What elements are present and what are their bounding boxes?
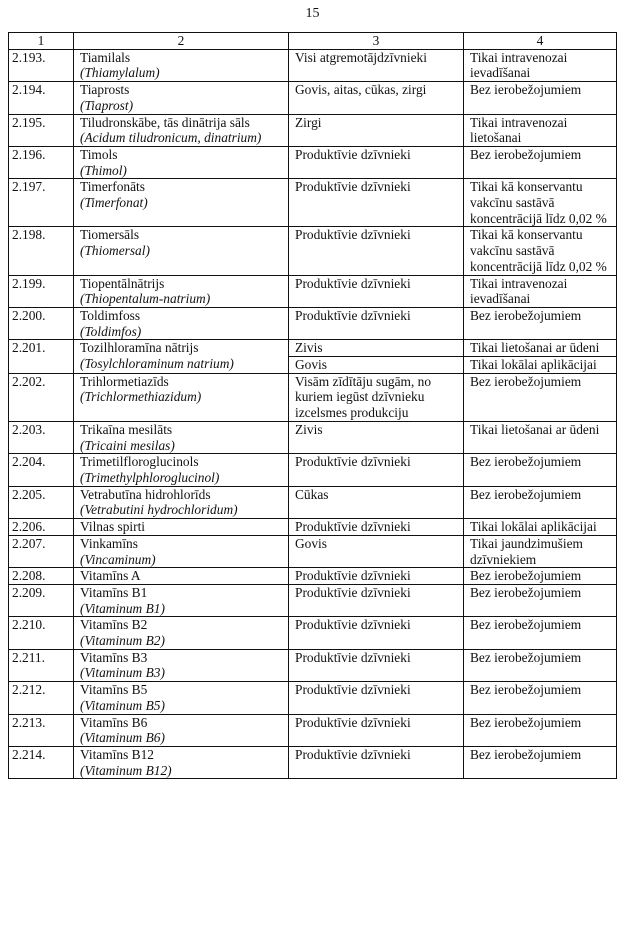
species-cell: Produktīvie dzīvnieki: [289, 179, 464, 227]
column-header: 2: [74, 33, 289, 50]
substance-cell: [74, 649, 289, 681]
substance-name: Vitamīns B3: [80, 649, 148, 665]
substance-latin-name: (Thiomersal): [80, 243, 150, 259]
substance-latin-name: (Vitaminum B3): [80, 665, 165, 681]
substance-cell: [74, 373, 289, 421]
item-number: 2.214.: [9, 746, 74, 778]
substance-cell: [74, 486, 289, 518]
item-number: 2.199.: [9, 275, 74, 307]
substance-name: Trikaīna mesilāts: [80, 421, 173, 437]
table-row: [9, 584, 617, 616]
item-number: 2.196.: [9, 146, 74, 178]
species-cell: Produktīvie dzīvnieki: [289, 682, 464, 714]
substance-cell: [74, 682, 289, 714]
substance-name: Trihlormetiazīds: [80, 373, 169, 389]
substance-cell: [74, 584, 289, 616]
restriction-cell: Bez ierobežojumiem: [464, 584, 617, 616]
table-row: [9, 454, 617, 486]
substance-cell: [74, 535, 289, 567]
substance-latin-name: (Thiopentalum-natrium): [80, 291, 211, 307]
substance-latin-name: (Tricaini mesilas): [80, 437, 175, 453]
item-number: 2.209.: [9, 584, 74, 616]
table-row: [9, 746, 617, 778]
item-number: 2.204.: [9, 454, 74, 486]
table-row: [9, 49, 617, 81]
substance-name: Vinkamīns: [80, 535, 138, 551]
item-number: 2.202.: [9, 373, 74, 421]
restriction-cell: Tikai intravenozai lietošanai: [464, 114, 617, 146]
table-row: [9, 82, 617, 114]
species-cell: Govis: [289, 535, 464, 567]
restriction-cell: Tikai lietošanai ar ūdeni: [464, 340, 617, 357]
restriction-cell: Tikai kā konservantu vakcīnu sastāvā koncentrācijā līdz 0,02 %: [464, 227, 617, 275]
substance-latin-name: (Tosylchloraminum natrium): [80, 356, 234, 372]
species-cell: Produktīvie dzīvnieki: [289, 714, 464, 746]
table-body: [9, 49, 617, 779]
item-number: 2.193.: [9, 49, 74, 81]
restriction-cell: Tikai lokālai aplikācijai: [464, 357, 617, 374]
species-cell: Produktīvie dzīvnieki: [289, 227, 464, 275]
restriction-cell: Bez ierobežojumiem: [464, 454, 617, 486]
species-cell: Produktīvie dzīvnieki: [289, 275, 464, 307]
item-number: 2.206.: [9, 519, 74, 536]
restriction-cell: Bez ierobežojumiem: [464, 146, 617, 178]
species-cell: Produktīvie dzīvnieki: [289, 454, 464, 486]
substance-cell: [74, 146, 289, 178]
table-header-row: [9, 33, 617, 50]
substance-cell: [74, 307, 289, 339]
restriction-cell: Tikai intravenozai ievadīšanai: [464, 275, 617, 307]
substance-name: Tiopentālnātrijs: [80, 275, 165, 291]
item-number: 2.212.: [9, 682, 74, 714]
restriction-cell: Bez ierobežojumiem: [464, 617, 617, 649]
substance-name: Vitamīns B1: [80, 584, 148, 600]
substance-latin-name: (Vitaminum B5): [80, 697, 165, 713]
restriction-cell: Bez ierobežojumiem: [464, 373, 617, 421]
substance-name: Tiaprosts: [80, 82, 130, 98]
item-number: 2.207.: [9, 535, 74, 567]
species-cell: Zirgi: [289, 114, 464, 146]
species-cell: Zivis: [289, 340, 464, 357]
substance-cell: [74, 275, 289, 307]
item-number: 2.205.: [9, 486, 74, 518]
item-number: 2.195.: [9, 114, 74, 146]
substance-name: Tozilhloramīna nātrijs: [80, 340, 199, 356]
item-number: 2.210.: [9, 617, 74, 649]
substance-name: Tiamilals: [80, 49, 131, 65]
restriction-cell: Bez ierobežojumiem: [464, 82, 617, 114]
restriction-cell: Bez ierobežojumiem: [464, 307, 617, 339]
substance-latin-name: (Trichlormethiazidum): [80, 389, 202, 405]
substance-cell: [74, 49, 289, 81]
table-row: [9, 486, 617, 518]
table-row: [9, 340, 617, 357]
substance-name: Vitamīns B12: [80, 746, 154, 762]
species-cell: Produktīvie dzīvnieki: [289, 568, 464, 585]
restriction-cell: Tikai kā konservantu vakcīnu sastāvā koncentrācijā līdz 0,02 %: [464, 179, 617, 227]
substance-cell: [74, 340, 289, 373]
substance-cell: [74, 454, 289, 486]
substance-cell: [74, 82, 289, 114]
substance-latin-name: (Tiaprost): [80, 97, 134, 113]
species-cell: Produktīvie dzīvnieki: [289, 307, 464, 339]
column-header: 1: [9, 33, 74, 50]
item-number: 2.201.: [9, 340, 74, 373]
species-cell: Visi atgremotājdzīvnieki: [289, 49, 464, 81]
substance-name: Vitamīns B2: [80, 617, 148, 633]
table-row: [9, 275, 617, 307]
table-row: [9, 649, 617, 681]
substance-name: Vitamīns A: [80, 568, 141, 584]
restriction-cell: Bez ierobežojumiem: [464, 682, 617, 714]
item-number: 2.203.: [9, 421, 74, 453]
substance-latin-name: (Vitaminum B2): [80, 633, 165, 649]
substance-latin-name: (Vitaminum B1): [80, 600, 165, 616]
table-row: [9, 373, 617, 421]
table-row: [9, 227, 617, 275]
substance-name: Vitamīns B6: [80, 714, 148, 730]
species-cell: Cūkas: [289, 486, 464, 518]
substance-name: Vetrabutīna hidrohlorīds: [80, 486, 211, 502]
table-row: [9, 179, 617, 227]
species-cell: Produktīvie dzīvnieki: [289, 584, 464, 616]
restriction-cell: Bez ierobežojumiem: [464, 568, 617, 585]
restriction-cell: Bez ierobežojumiem: [464, 486, 617, 518]
item-number: 2.197.: [9, 179, 74, 227]
substance-latin-name: (Vincaminum): [80, 551, 156, 567]
substance-cell: [74, 746, 289, 778]
substance-cell: [74, 114, 289, 146]
species-cell: Produktīvie dzīvnieki: [289, 746, 464, 778]
species-cell: Produktīvie dzīvnieki: [289, 649, 464, 681]
restriction-cell: Tikai lietošanai ar ūdeni: [464, 421, 617, 453]
species-cell: Visām zīdītāju sugām, no kuriem iegūst dzīvnieku izcelsmes produkciju: [289, 373, 464, 421]
substance-latin-name: (Acidum tiludronicum, dinatrium): [80, 130, 262, 146]
species-cell: Zivis: [289, 421, 464, 453]
substance-name: Timols: [80, 146, 118, 162]
item-number: 2.198.: [9, 227, 74, 275]
substance-name: Tiomersāls: [80, 227, 140, 243]
item-number: 2.194.: [9, 82, 74, 114]
column-header: 3: [289, 33, 464, 50]
substance-name: Tiludronskābe, tās dinātrija sāls: [80, 114, 250, 130]
table-row: [9, 421, 617, 453]
table-row: [9, 568, 617, 585]
table-row: [9, 519, 617, 536]
species-cell: Govis: [289, 357, 464, 374]
table-row: [9, 714, 617, 746]
substance-name: Vilnas spirti: [80, 519, 146, 535]
substance-cell: [74, 519, 289, 536]
column-header: 4: [464, 33, 617, 50]
species-cell: Produktīvie dzīvnieki: [289, 519, 464, 536]
substance-name: Toldimfoss: [80, 307, 141, 323]
species-cell: Produktīvie dzīvnieki: [289, 146, 464, 178]
substance-latin-name: (Toldimfos): [80, 323, 142, 339]
substance-cell: [74, 617, 289, 649]
table-row: [9, 146, 617, 178]
substance-cell: [74, 421, 289, 453]
substance-latin-name: (Thimol): [80, 162, 127, 178]
restriction-cell: Bez ierobežojumiem: [464, 746, 617, 778]
item-number: 2.213.: [9, 714, 74, 746]
restriction-cell: Tikai lokālai aplikācijai: [464, 519, 617, 536]
restriction-cell: Bez ierobežojumiem: [464, 649, 617, 681]
table-row: [9, 535, 617, 567]
substance-cell: [74, 568, 289, 585]
substance-latin-name: (Vetrabutini hydrochloridum): [80, 502, 238, 518]
substance-name: Timerfonāts: [80, 179, 145, 195]
table-row: [9, 114, 617, 146]
restriction-cell: Bez ierobežojumiem: [464, 714, 617, 746]
species-cell: Produktīvie dzīvnieki: [289, 617, 464, 649]
item-number: 2.200.: [9, 307, 74, 339]
substance-latin-name: (Vitaminum B12): [80, 762, 172, 778]
substance-latin-name: (Thiamylalum): [80, 65, 160, 81]
substance-latin-name: (Trimethylphloroglucinol): [80, 469, 220, 485]
restriction-cell: Tikai intravenozai ievadīšanai: [464, 49, 617, 81]
substance-table: [8, 32, 617, 779]
substance-cell: [74, 714, 289, 746]
substance-name: Vitamīns B5: [80, 682, 148, 698]
substance-latin-name: (Vitaminum B6): [80, 730, 165, 746]
table-row: [9, 617, 617, 649]
item-number: 2.208.: [9, 568, 74, 585]
table-row: [9, 307, 617, 339]
substance-latin-name: (Timerfonat): [80, 195, 148, 211]
restriction-cell: Tikai jaundzimušiem dzīvniekiem: [464, 535, 617, 567]
substance-cell: [74, 179, 289, 227]
substance-cell: [74, 227, 289, 275]
species-cell: Govis, aitas, cūkas, zirgi: [289, 82, 464, 114]
substance-name: Trimetilfloroglucinols: [80, 454, 199, 470]
item-number: 2.211.: [9, 649, 74, 681]
table-row: [9, 682, 617, 714]
page-number: 15: [305, 6, 320, 21]
